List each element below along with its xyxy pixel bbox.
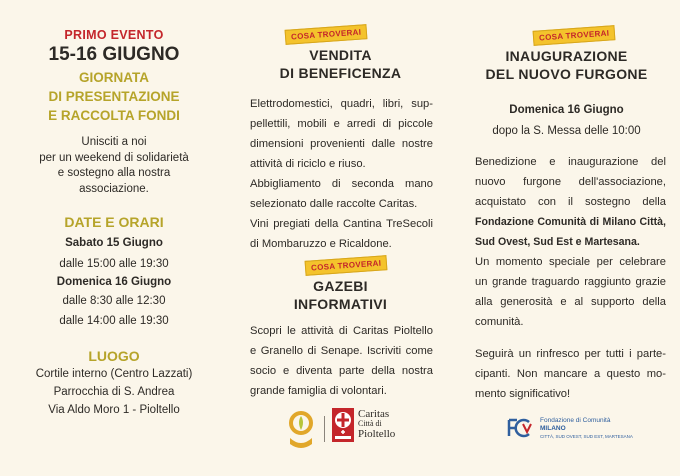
title-line: DEL NUOVO FURGONE — [485, 66, 648, 82]
intro-text — [0, 135, 228, 197]
column-first-event — [0, 0, 228, 476]
text-line: alla generosità e al supporto della — [475, 296, 666, 308]
text-line: dimensioni provenienti dalle nostre — [250, 138, 433, 150]
saturday-label: Sabato 15 Giugno — [65, 237, 163, 249]
place-line: Parrocchia di S. Andrea — [53, 386, 175, 398]
text-line: selezionato dalle raccolte Caritas. — [250, 198, 418, 210]
intro-line: e sostegno alla nostra — [57, 167, 171, 179]
inauguration-date: Domenica 16 Giugno — [509, 104, 624, 116]
intro-line: associazione. — [79, 182, 149, 195]
text-line: Vini pregiati della Cantina TreSecoli — [250, 218, 433, 230]
caritas-city: Pioltello — [358, 428, 396, 440]
text-line: Abbigliamento di seconda mano — [250, 178, 433, 190]
column-inauguration — [453, 0, 680, 476]
sunday-label: Domenica 16 Giugno — [56, 276, 172, 288]
intro-line: Unisciti a noi — [81, 136, 147, 148]
fondazione-name-line: Fondazione Comunità di Milano Città, — [475, 216, 666, 228]
fondazione-fcm-icon — [507, 416, 537, 440]
section-title-gazebi — [228, 277, 453, 313]
title-line: DI BENEFICENZA — [279, 65, 402, 81]
inauguration-description — [475, 152, 666, 332]
refreshment-note — [475, 344, 666, 404]
sunday-time-afternoon: dalle 14:00 alle 19:30 — [59, 315, 169, 327]
text-line: Scopri le attività di Caritas Pioltello — [250, 325, 433, 337]
text-line: un grande traguardo raggiunto grazie — [475, 276, 666, 288]
event-subtitle — [0, 68, 228, 125]
subtitle-line: E RACCOLTA FONDI — [48, 108, 180, 123]
text-line: socio e diventa parte della nostra — [250, 365, 433, 377]
fondazione-logo-line: MILANO — [540, 425, 566, 432]
subtitle-line: GIORNATA — [79, 70, 149, 85]
caritas-cross-icon — [332, 408, 354, 442]
schedule-heading: DATE E ORARI — [64, 214, 164, 230]
event-date: 15-16 GIUGNO — [48, 44, 180, 65]
subtitle-line: DI PRESENTAZIONE — [48, 89, 180, 104]
caritas-name: Caritas — [358, 408, 390, 420]
place-line: Cortile interno (Centro Lazzati) — [35, 368, 193, 380]
vendita-description — [250, 94, 433, 254]
text-line: acquistato con il sostegno della — [475, 196, 666, 208]
fondazione-logo-line: Fondazione di Comunità — [540, 417, 611, 424]
title-line: INAUGURAZIONE — [505, 48, 628, 64]
section-title-vendita — [228, 46, 453, 82]
saturday-time: dalle 15:00 alle 19:30 — [59, 258, 169, 270]
text-line: Elettrodomestici, quadri, libri, sup- — [250, 98, 433, 110]
text-line: attività di riciclo e riuso. — [250, 158, 366, 170]
caritas-logo — [332, 408, 354, 447]
text-line: Seguirà un rinfresco per tutti i parte- — [475, 348, 666, 360]
text-line: comunità. — [475, 316, 524, 328]
text-line: cipanti. Non mancare a questo mo- — [475, 368, 666, 380]
caritas-city-label: Città di — [358, 419, 382, 428]
badge-cosa-troverai: COSA TROVERAI — [285, 24, 368, 45]
intro-line: per un weekend di solidarietà — [39, 151, 189, 164]
place-line: Via Aldo Moro 1 - Pioltello — [48, 404, 180, 416]
text-line: grande famiglia di volontari. — [250, 385, 387, 397]
title-line: VENDITA — [309, 47, 372, 63]
text-line: Un momento speciale per celebrare — [475, 256, 666, 268]
section-title-inaugurazione — [453, 47, 680, 83]
text-line: Benedizione e inaugurazione del — [475, 156, 666, 168]
text-line: e Granello di Senape. Iscriviti come — [250, 345, 433, 357]
fondazione-logo-line: CITTÀ, SUD OVEST, SUD EST, MARTESANA — [540, 434, 633, 439]
badge-cosa-troverai: COSA TROVERAI — [533, 25, 616, 46]
text-line: mento significativo! — [475, 388, 571, 400]
logo-divider — [324, 416, 325, 442]
granello-senape-logo — [286, 408, 316, 453]
caritas-logo-text — [358, 409, 395, 439]
fondazione-logo-text — [540, 417, 633, 441]
column-what-you-find — [228, 0, 453, 476]
title-line: GAZEBI — [313, 278, 368, 294]
gazebi-description — [250, 321, 433, 401]
badge-cosa-troverai: COSA TROVERAI — [305, 255, 388, 276]
event-label: PRIMO EVENTO — [64, 28, 164, 42]
fondazione-name-line: Sud Ovest, Sud Est e Martesana. — [475, 236, 640, 248]
title-line: INFORMATIVI — [293, 296, 388, 312]
inauguration-time: dopo la S. Messa delle 10:00 — [492, 125, 641, 137]
place-heading: LUOGO — [88, 348, 140, 364]
text-line: di Mombaruzzo e Ricaldone. — [250, 238, 392, 250]
fondazione-logo — [507, 416, 537, 445]
sunday-time-morning: dalle 8:30 alle 12:30 — [62, 295, 166, 307]
text-line: nuovo furgone dell'associazione, — [475, 176, 666, 188]
text-line: pellettili, mobili e arredi di piccole — [250, 118, 433, 130]
